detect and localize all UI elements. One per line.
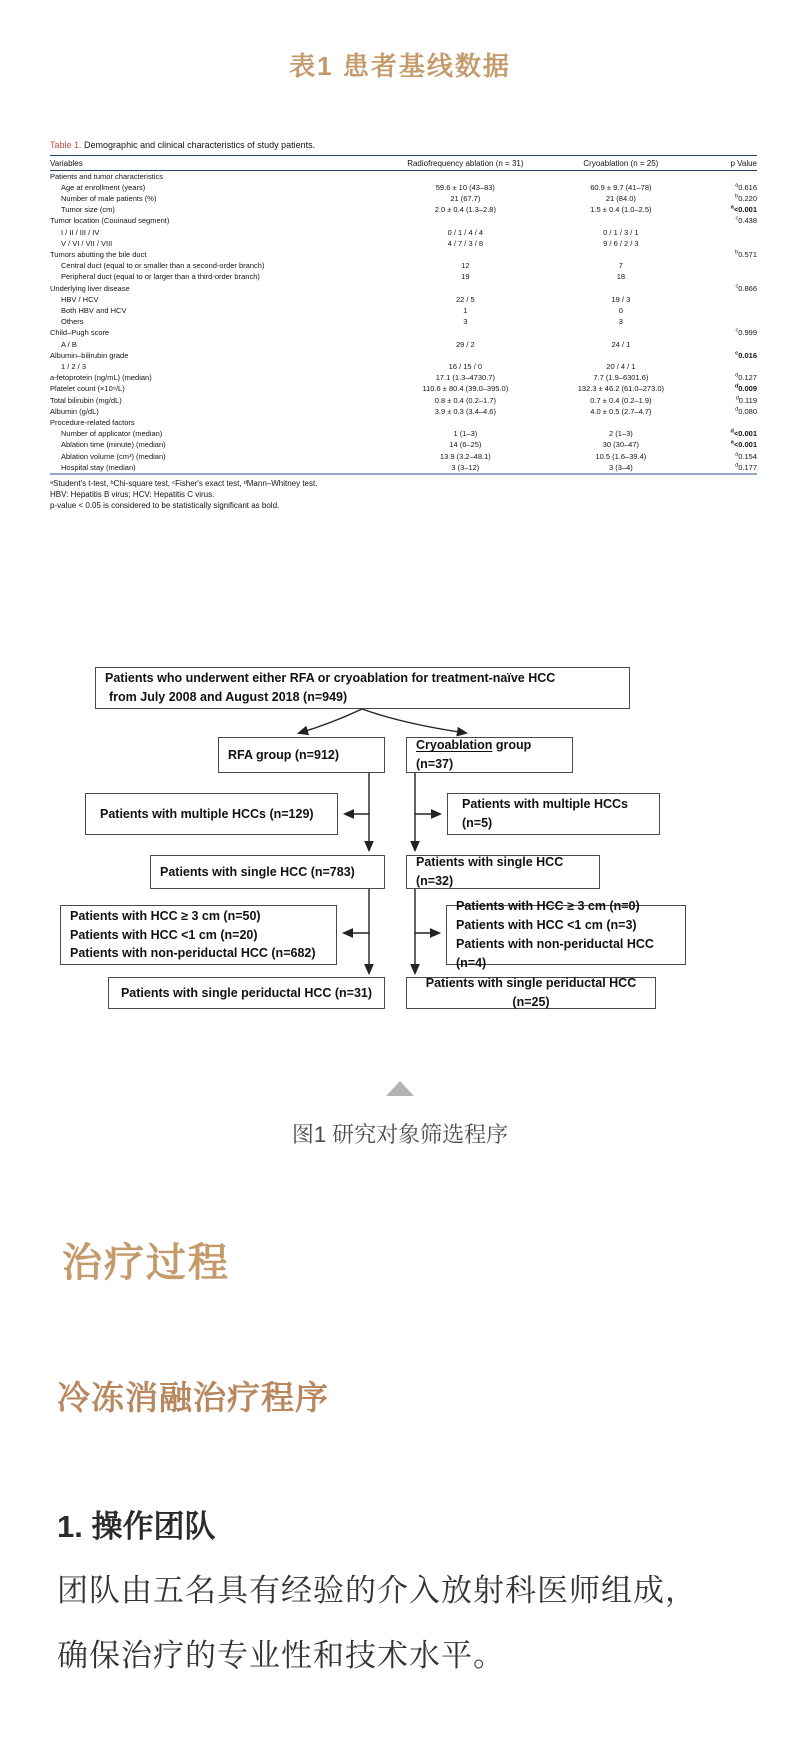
cell-cryo: 0 [618,305,623,315]
cryo-rest-text: group (n=37) [416,738,532,771]
cell-rfa: 3 (3–12) [451,462,480,472]
exclusion-left-line2: Patients with HCC <1 cm (n=20) [70,927,258,942]
table-row [50,395,757,406]
flow-box-single-right-label: Patients with single HCC (n=32) [416,855,564,888]
cell-rfa: 3.9 ± 0.3 (3.4–4.6) [434,406,496,416]
table-footnotes [50,478,757,511]
table-caption [50,139,757,151]
exclusion-right-line3: Patients with non-periductal HCC (n=4) [456,936,654,970]
cell-pvalue: $^d$0.119 [735,395,757,405]
cell-rfa: 16 / 15 / 0 [448,361,483,371]
cell-cryo: 30 (30–47) [602,440,640,450]
cell-rfa: 12 [461,261,470,271]
cell-pvalue [693,361,757,372]
cell-cryo: 0.7 ± 0.4 (0.2–1.9) [590,395,652,405]
cell-variable: Number of applicator (median) [61,429,163,439]
table-row [50,451,757,462]
cell-cryo: 2 (1–3) [609,429,633,439]
exclusion-left-line3: Patients with non-periductal HCC (n=682) [70,946,316,961]
col-header-cryo: Cryoablation (n = 25) [548,156,693,171]
cell-rfa [382,215,548,226]
cell-variable: Ablation time (minute) (median) [61,440,166,450]
section-heading-cryoablation-procedure: 冷冻消融治疗程序 [57,1378,329,1416]
patient-flowchart [0,605,800,1027]
flow-box-multiple-right-label: Patients with multiple HCCs (n=5) [462,797,628,830]
cell-pvalue [693,339,757,350]
cell-rfa: 110.6 ± 80.4 (39.0–395.0) [422,384,509,394]
cell-pvalue: $^d$0.009 [734,383,757,394]
cell-pvalue: $^c$0.438 [735,215,757,226]
cell-pvalue: $^c$0.866 [735,283,757,293]
cell-cryo [548,215,693,226]
flow-box-multiple-right [447,793,660,835]
flow-box-final-right [406,977,656,1009]
cell-cryo: 24 / 1 [611,339,631,349]
cell-pvalue: $^d$<0.001 [730,428,757,439]
cell-pvalue: $^d$0.177 [735,462,757,472]
figure-caption: 图1 研究对象筛选程序 [291,1121,509,1147]
cell-rfa [382,327,548,338]
cell-cryo: 19 / 3 [611,294,631,304]
cell-variable: Age at enrollment (years) [61,182,146,192]
cell-variable: Total bilirubin (mg/dL) [50,395,122,405]
paper-table [50,139,757,511]
table-row [50,170,757,182]
cell-rfa [382,249,548,260]
cell-pvalue: $^c$0.016 [735,350,757,360]
cell-rfa: 14 (6–25) [449,440,482,450]
flow-box-final-left-label: Patients with single periductal HCC (n=31) [120,985,373,1000]
cell-variable: Hospital stay (median) [61,462,136,472]
cell-variable: Child–Pugh score [50,328,110,338]
cell-variable: Underlying liver disease [50,283,130,293]
table-row [50,204,757,215]
page-title: 表1 患者基线数据 [289,51,511,81]
table-header-row [50,156,757,171]
flow-box-exclusion-right [446,899,686,970]
cell-pvalue: $^c$0.999 [735,327,757,338]
flow-box-rfa-group [218,737,385,773]
exclusion-right-line1: Patients with HCC ≥ 3 cm (n=0) [456,899,640,914]
cell-rfa: 22 / 5 [455,294,475,304]
flow-box-multiple-left [85,793,338,835]
cell-pvalue [693,417,757,428]
table-row [50,327,757,338]
col-header-pvalue: p Value [693,156,757,171]
cell-variable: A / B [61,339,77,349]
table-row [50,294,757,305]
col-header-rfa: Radiofrequency ablation (n = 31) [382,156,548,171]
flow-box-cryo-group-label [416,736,563,774]
table-row [50,283,757,294]
table-row [50,406,757,417]
cell-variable: Albumin (g/dL) [50,406,99,416]
flow-box-enrollment-line1: Patients who underwent either RFA or cryoablation for treatment-naïve HCC [105,671,556,686]
cell-cryo [548,417,693,428]
demographics-table [50,155,757,475]
cell-pvalue [693,170,757,182]
cell-rfa: 17.1 (1.3–4730.7) [435,373,495,383]
cell-rfa: 1 [463,305,468,315]
cell-pvalue [693,260,757,271]
cell-rfa: 59.6 ± 10 (43–83) [435,182,495,192]
table-row [50,227,757,238]
flow-box-exclusion-left [60,905,337,965]
cell-pvalue [693,271,757,282]
table-row [50,361,757,372]
cell-variable: I / II / III / IV [61,227,100,237]
cell-cryo [548,170,693,182]
flow-box-final-left [108,977,385,1009]
cell-rfa: 3 [463,317,468,327]
table-row [50,462,757,474]
table-label: Table 1. [50,140,82,150]
flow-box-final-right-label: Patients with single periductal HCC (n=25) [425,976,637,1009]
flow-box-enrollment-line2: from July 2008 and August 2018 (n=949) [109,689,348,704]
footnote-line: HBV: Hepatitis B virus; HCV: Hepatitis C virus. [50,489,215,499]
cell-rfa [382,170,548,182]
cell-cryo: 18 [616,272,626,282]
cell-rfa [382,283,548,294]
cell-variable: Tumor size (cm) [61,205,115,215]
cell-cryo: 20 / 4 / 1 [606,361,636,371]
table-row [50,428,757,439]
flow-box-enrollment [95,667,630,709]
exclusion-right-line2: Patients with HCC <1 cm (n=3) [456,918,637,933]
cell-pvalue: $^d$0.080 [735,406,757,416]
cell-variable: Procedure-related factors [50,417,135,427]
cell-cryo [548,350,693,361]
cell-cryo: 21 (84.0) [605,193,636,203]
cell-pvalue [693,316,757,327]
flow-box-multiple-left-label: Patients with multiple HCCs (n=129) [100,806,314,821]
cell-rfa [382,417,548,428]
cell-cryo: 1.5 ± 0.4 (1.0–2.5) [590,205,652,215]
cell-pvalue: $^d$0.127 [735,372,757,383]
subsection-heading-operation-team: 1. 操作团队 [57,1508,216,1544]
cell-variable: Number of male patients (%) [61,193,157,203]
cell-rfa: 0.8 ± 0.4 (0.2–1.7) [434,395,496,405]
cell-rfa: 1 (1–3) [453,429,478,439]
cell-variable: Albumin–bilirubin grade [50,350,129,360]
cell-rfa [382,350,548,361]
cell-cryo: 60.9 ± 9.7 (41–78) [590,182,652,192]
cell-variable: Platelet count (×10⁹/L) [50,384,125,394]
footnote-line: p-value < 0.05 is considered to be statistically significant as bold. [50,500,280,510]
cell-rfa: 0 / 1 / 4 / 4 [447,227,484,237]
cell-variable: Central duct (equal to or smaller than a second-order branch) [61,261,265,271]
cell-variable: Both HBV and HCV [61,305,127,315]
cell-cryo: 0 / 1 / 3 / 1 [603,227,639,237]
cell-cryo [548,249,693,260]
footnote-line: ᵃStudent's t-test, ᵇChi-square test, ᶜFisher's exact test, ᵈMann–Whitney test. [50,478,318,488]
table-row [50,305,757,316]
cell-cryo: 7 [618,261,623,271]
exclusion-left-line1: Patients with HCC ≥ 3 cm (n=50) [70,908,261,923]
cell-cryo: 4.0 ± 0.5 (2.7–4.7) [590,406,652,416]
cell-pvalue: $^a$<0.001 [730,204,757,215]
table-row [50,316,757,327]
table-row [50,238,757,249]
cell-pvalue [693,238,757,249]
section-heading-treatment-process: 治疗过程 [62,1239,230,1285]
cell-rfa: 29 / 2 [455,339,475,349]
cell-pvalue: $^b$0.571 [735,249,757,259]
table-rows [50,170,757,474]
cell-variable: Ablation volume (cm³) (median) [61,451,166,461]
table-row [50,372,757,383]
cell-cryo: 9 / 6 / 2 / 3 [603,238,639,248]
cell-pvalue [693,305,757,316]
table-row [50,249,757,260]
triangle-marker-icon [386,1081,414,1096]
table-row [50,260,757,271]
cell-pvalue: $^a$<0.001 [730,439,757,450]
cell-variable: Patients and tumor characteristics [50,171,163,181]
cell-cryo: 132.3 ± 46.2 (61.0–273.0) [577,384,665,394]
table-row [50,383,757,394]
cell-pvalue: $^a$0.616 [735,182,757,192]
flow-box-single-left [150,855,385,889]
col-header-variables: Variables [50,156,382,171]
table-row [50,215,757,226]
table-row [50,417,757,428]
table-row [50,439,757,450]
cell-rfa: 13.9 (3.2–48.1) [439,451,491,461]
cell-pvalue [693,294,757,305]
table-row [50,182,757,193]
cell-cryo: 7.7 (1.9–6301.6) [593,373,649,383]
cell-cryo: 3 [618,317,623,327]
cell-variable: HBV / HCV [61,294,99,304]
table-caption-text: Demographic and clinical characteristics of study patients. [84,140,316,150]
cell-cryo [548,327,693,338]
cell-variable: Peripheral duct (equal to or larger than a third-order branch) [61,272,260,282]
body-paragraph: 团队由五名具有经验的介入放射科医师组成，确保治疗的专业性和技术水平。 [57,1572,697,1674]
flow-box-single-left-label: Patients with single HCC (n=783) [160,864,355,879]
table-row [50,339,757,350]
cell-variable: V / VI / VII / VIII [61,238,113,248]
cell-variable: 1 / 2 / 3 [61,361,87,371]
cell-cryo [548,283,693,294]
table-row [50,271,757,282]
cell-variable: Tumors abutting the bile duct [50,249,147,259]
cell-rfa: 19 [461,272,470,282]
flow-box-rfa-group-label: RFA group (n=912) [228,747,340,762]
table-row [50,350,757,361]
cell-pvalue [693,227,757,238]
cell-variable: a-fetoprotein (ng/mL) (median) [50,373,152,383]
table-row [50,193,757,204]
cell-cryo: 3 (3–4) [609,462,633,472]
flow-box-single-right [406,855,600,889]
cell-pvalue: $^b$0.220 [735,193,757,203]
cell-variable: Others [61,317,84,327]
flow-box-cryo-group [406,737,573,773]
cell-pvalue: $^a$0.154 [735,451,757,461]
cell-rfa: 21 (67.7) [450,193,481,203]
cell-rfa: 4 / 7 / 3 / 8 [447,238,484,248]
cell-cryo: 10.5 (1.6–39.4) [595,451,647,461]
cell-variable: Tumor location (Couinaud segment) [50,216,170,226]
cell-rfa: 2.0 ± 0.4 (1.3–2.8) [434,205,496,215]
cryo-underlined-word: Cryoablation [416,738,493,753]
